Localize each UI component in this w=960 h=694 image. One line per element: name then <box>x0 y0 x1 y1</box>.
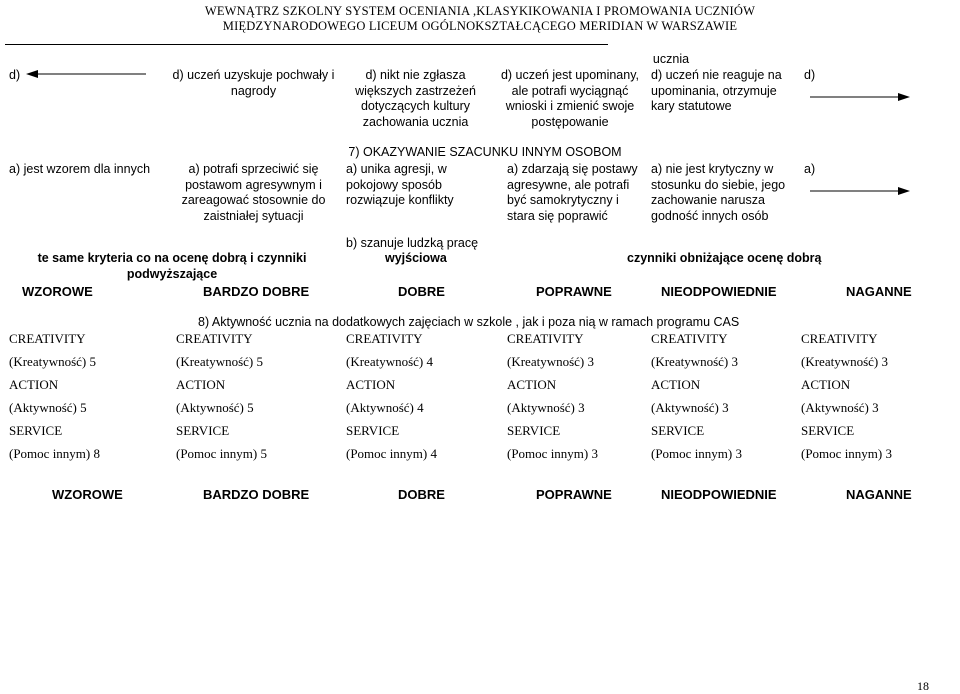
action-value: (Aktywność) 5 <box>9 400 87 415</box>
service-label: SERVICE <box>507 423 561 438</box>
service-value: (Pomoc innym) 5 <box>176 446 267 461</box>
service-label: SERVICE <box>9 423 63 438</box>
grade-label: NAGANNE <box>846 487 912 502</box>
right-arrow-icon <box>810 92 910 102</box>
page-number: 18 <box>917 679 929 693</box>
creativity-value: (Kreatywność) 4 <box>346 354 433 369</box>
grade-label: BARDZO DOBRE <box>203 487 310 502</box>
footer-right: czynniki obniżające ocenę dobrą <box>627 251 822 265</box>
service-value: (Pomoc innym) 8 <box>9 446 100 461</box>
header-rule <box>5 44 608 45</box>
creativity-label: CREATIVITY <box>176 331 253 346</box>
action-value: (Aktywność) 4 <box>346 400 424 415</box>
cas-column-3 <box>346 331 437 469</box>
col5-top: ucznia <box>652 52 690 66</box>
action-label: ACTION <box>801 377 851 392</box>
grade-label: POPRAWNE <box>536 284 612 299</box>
footer-left: te same kryteria co na ocenę dobrą i czynniki podwyższające <box>37 251 307 281</box>
col1-a: a) jest wzorem dla innych <box>9 162 151 176</box>
creativity-label: CREATIVITY <box>9 331 86 346</box>
creativity-value: (Kreatywność) 3 <box>801 354 888 369</box>
cas-column-5 <box>651 331 742 469</box>
action-value: (Aktywność) 3 <box>801 400 879 415</box>
grade-label: POPRAWNE <box>536 487 612 502</box>
service-value: (Pomoc innym) 4 <box>346 446 437 461</box>
action-value: (Aktywność) 3 <box>651 400 729 415</box>
grade-label: BARDZO DOBRE <box>203 284 310 299</box>
col4-a: a) zdarzają się postawy agresywne, ale potrafi być samokrytyczny i stara się poprawić <box>507 162 638 223</box>
footer-mid: wyjściowa <box>385 251 447 265</box>
col3-d: d) nikt nie zgłasza większych zastrzeżeń dotyczących kultury zachowania ucznia <box>355 68 476 129</box>
service-label: SERVICE <box>176 423 230 438</box>
right-arrow-icon <box>810 186 910 196</box>
cas-column-6 <box>801 331 892 469</box>
col2-d: d) uczeń uzyskuje pochwały i nagrody <box>172 68 335 98</box>
col3-b: b) szanuje ludzką pracę <box>346 236 479 250</box>
grade-label: NIEODPOWIEDNIE <box>661 284 777 299</box>
action-value: (Aktywność) 3 <box>507 400 585 415</box>
creativity-value: (Kreatywność) 5 <box>9 354 96 369</box>
col1-d: d) <box>9 68 21 82</box>
action-label: ACTION <box>346 377 396 392</box>
action-label: ACTION <box>507 377 557 392</box>
action-label: ACTION <box>9 377 59 392</box>
service-value: (Pomoc innym) 3 <box>507 446 598 461</box>
col5-d: d) uczeń nie reaguje na upominania, otrzymuje kary statutowe <box>651 68 782 113</box>
creativity-value: (Kreatywność) 3 <box>507 354 594 369</box>
service-value: (Pomoc innym) 3 <box>651 446 742 461</box>
cas-column-1 <box>9 331 100 469</box>
col4-d: d) uczeń jest upominany, ale potrafi wyciągnąć wnioski i zmienić swoje postępowanie <box>500 68 640 129</box>
document-header-line2: MIĘDZYNARODOWEGO LICEUM OGÓLNOKSZTAŁCĄCEGO MERIDIAN W WARSZAWIE <box>222 19 738 33</box>
service-label: SERVICE <box>346 423 400 438</box>
grade-label: NIEODPOWIEDNIE <box>661 487 777 502</box>
document-header-line1: WEWNĄTRZ SZKOLNY SYSTEM OCENIANIA ,KLASYKIKOWANIA I PROMOWANIA UCZNIÓW <box>204 4 756 18</box>
creativity-label: CREATIVITY <box>507 331 584 346</box>
section8-title: 8) Aktywność ucznia na dodatkowych zajęciach w szkole , jak i poza nią w ramach programu CAS <box>198 315 740 329</box>
col6-a: a) <box>804 162 816 176</box>
left-arrow-icon <box>26 69 146 79</box>
creativity-label: CREATIVITY <box>346 331 423 346</box>
grade-label: WZOROWE <box>22 284 93 299</box>
col6-d: d) <box>804 68 816 82</box>
cas-column-2 <box>176 331 267 469</box>
service-label: SERVICE <box>651 423 705 438</box>
action-label: ACTION <box>176 377 226 392</box>
grade-label: DOBRE <box>398 487 445 502</box>
cas-column-4 <box>507 331 598 469</box>
section7-title: 7) OKAZYWANIE SZACUNKU INNYM OSOBOM <box>348 145 622 159</box>
creativity-value: (Kreatywność) 3 <box>651 354 738 369</box>
col5-a: a) nie jest krytyczny w stosunku do siebie, jego zachowanie narusza godność innych osób <box>651 162 786 223</box>
creativity-label: CREATIVITY <box>801 331 878 346</box>
grade-label: DOBRE <box>398 284 445 299</box>
col3-a: a) unika agresji, w pokojowy sposób rozwiązuje konflikty <box>346 162 454 207</box>
creativity-label: CREATIVITY <box>651 331 728 346</box>
col2-a: a) potrafi sprzeciwić się postawom agresywnym i zareagować stosownie do zaistniałej sytuacji <box>181 162 326 223</box>
service-label: SERVICE <box>801 423 855 438</box>
service-value: (Pomoc innym) 3 <box>801 446 892 461</box>
grade-label: NAGANNE <box>846 284 912 299</box>
action-value: (Aktywność) 5 <box>176 400 254 415</box>
grade-label: WZOROWE <box>52 487 123 502</box>
action-label: ACTION <box>651 377 701 392</box>
creativity-value: (Kreatywność) 5 <box>176 354 263 369</box>
